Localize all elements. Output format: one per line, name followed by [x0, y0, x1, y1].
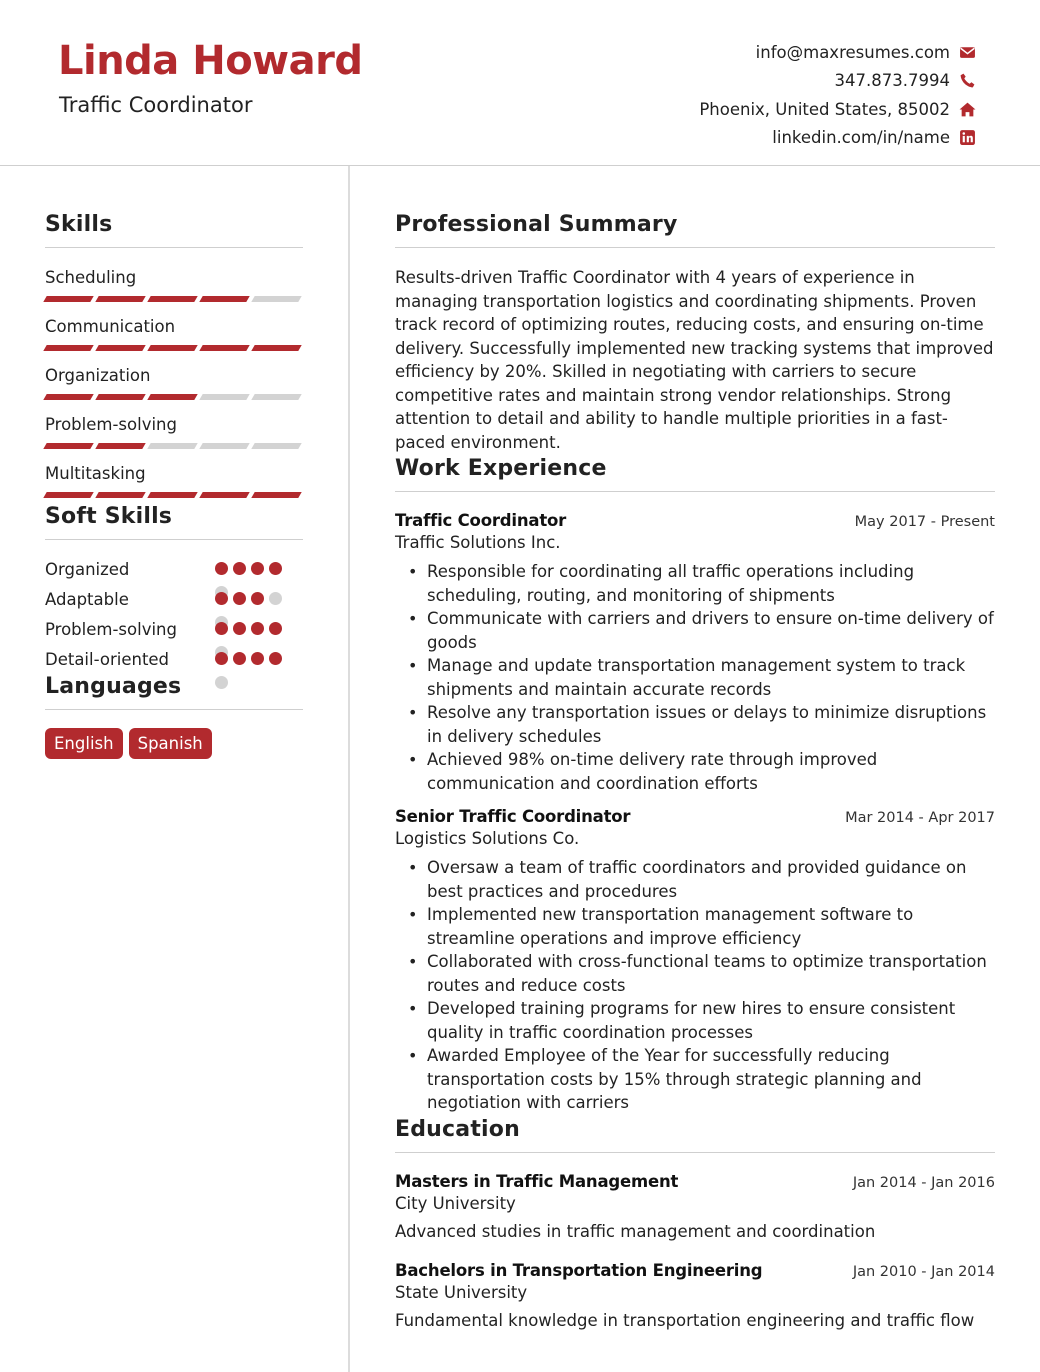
candidate-name: Linda Howard: [58, 38, 363, 84]
skills-title: Skills: [45, 212, 303, 248]
experience-title: Work Experience: [395, 456, 995, 492]
education-school: State University: [395, 1282, 528, 1302]
skill-level-segment: [251, 394, 301, 400]
skill-level-segment: [43, 345, 93, 351]
contact-phone-text[interactable]: 347.873.7994: [834, 71, 950, 91]
soft-skill-name: Organized: [45, 560, 130, 579]
soft-skills-list: [45, 558, 303, 674]
job-bullet: • Oversaw a team of traffic coordinators and provided guidance on best practices and procedures: [408, 856, 995, 903]
right-column: [395, 212, 995, 1330]
job-bullet: • Communicate with carriers and drivers to ensure on-time delivery of goods: [408, 607, 995, 654]
languages-title: Languages: [45, 674, 303, 710]
column-divider: [348, 166, 350, 1372]
skill-level-bar: [45, 492, 303, 498]
skill-level-segment: [43, 492, 93, 498]
skill-level-segment: [147, 492, 197, 498]
soft-skill-dot: [215, 652, 228, 665]
skill-item: [45, 413, 303, 449]
skill-level-bar: [45, 296, 303, 302]
skill-level-segment: [43, 296, 93, 302]
skill-level-segment: [147, 296, 197, 302]
skill-item: [45, 364, 303, 400]
skill-name: Communication: [45, 317, 176, 336]
summary-text: Results-driven Traffic Coordinator with 4 years of experience in managing transportation logistics and coordinating shipments. Proven track record of optimizing routes, reducing costs, and ensuring on-time delivery. Successfully implemented new tracking systems that improved efficiency by 20%. Skilled in negotiating with carriers to secure competitive rates and maintain strong vendor relationships. Strong attention to detail and ability to handle multiple priorities in a fast-paced environment.: [395, 268, 994, 452]
skill-level-segment: [147, 394, 197, 400]
job-bullets: [408, 560, 995, 795]
job-title: Traffic Coordinator: [395, 511, 567, 530]
skill-name: Organization: [45, 366, 151, 385]
soft-skill-dot: [251, 652, 264, 665]
skill-item: [45, 315, 303, 351]
job-dates: Mar 2014 - Apr 2017: [845, 810, 995, 826]
contact-linkedin-text[interactable]: linkedin.com/in/name: [772, 128, 950, 148]
education-dates: Jan 2014 - Jan 2016: [852, 1174, 995, 1191]
skill-level-segment: [43, 394, 93, 400]
job-company: Logistics Solutions Co.: [395, 829, 580, 848]
soft-skill-item: [45, 588, 303, 618]
education-description: Advanced studies in traffic management and coordination: [395, 1221, 876, 1241]
skill-item: [45, 266, 303, 302]
soft-skill-dot: [269, 562, 282, 575]
summary-title: Professional Summary: [395, 212, 995, 248]
languages-list: [45, 728, 303, 759]
education-degree: Masters in Traffic Management: [395, 1171, 679, 1191]
skill-level-segment: [251, 492, 301, 498]
skill-level-segment: [95, 394, 145, 400]
education-entry: [395, 1172, 995, 1241]
skill-name: Problem-solving: [45, 415, 177, 434]
contact-phone[interactable]: [699, 67, 976, 96]
soft-skill-dot: [215, 562, 228, 575]
job-bullet: • Collaborated with cross-functional teams to optimize transportation routes and reduce costs: [408, 950, 995, 997]
soft-skills-title: Soft Skills: [45, 504, 303, 540]
job-company: Traffic Solutions Inc.: [395, 533, 561, 552]
skill-level-segment: [251, 443, 301, 449]
job-bullet: • Implemented new transportation management software to streamline operations and improve efficiency: [408, 903, 995, 950]
skill-level-segment: [251, 296, 301, 302]
skill-level-segment: [95, 345, 145, 351]
skill-level-bar: [45, 394, 303, 400]
job-dates: May 2017 - Present: [854, 514, 995, 530]
skill-name: Multitasking: [45, 464, 146, 483]
job-bullet: • Manage and update transportation management system to track shipments and maintain accurate records: [408, 654, 995, 701]
home-icon: [959, 101, 976, 118]
skill-level-segment: [199, 296, 249, 302]
soft-skill-dot: [251, 622, 264, 635]
soft-skill-dot: [233, 652, 246, 665]
skills-list: [45, 266, 303, 498]
skill-name: Scheduling: [45, 268, 137, 287]
soft-skill-dot: [269, 592, 282, 605]
soft-skill-dot: [215, 592, 228, 605]
skill-level-segment: [43, 443, 93, 449]
skill-level-segment: [95, 443, 145, 449]
soft-skill-name: Detail-oriented: [45, 650, 170, 669]
envelope-icon: [959, 44, 976, 61]
education-dates: Jan 2010 - Jan 2014: [852, 1263, 995, 1280]
education-description: Fundamental knowledge in transportation engineering and traffic flow: [395, 1310, 975, 1330]
skill-level-segment: [95, 296, 145, 302]
soft-skill-dot: [251, 592, 264, 605]
left-column: [45, 212, 303, 759]
skill-level-segment: [147, 345, 197, 351]
soft-skill-dot: [233, 592, 246, 605]
resume-header: [0, 0, 1040, 166]
job-title: Senior Traffic Coordinator: [395, 807, 631, 826]
phone-icon: [959, 72, 976, 89]
job-entry: [395, 511, 995, 795]
language-badge: English: [45, 728, 123, 759]
skill-item: [45, 462, 303, 498]
skill-level-segment: [199, 492, 249, 498]
soft-skill-name: Problem-solving: [45, 620, 177, 639]
job-bullets: [408, 856, 995, 1115]
soft-skill-dot: [233, 622, 246, 635]
skill-level-bar: [45, 345, 303, 351]
contact-email-text[interactable]: info@maxresumes.com: [755, 42, 950, 62]
soft-skill-dot: [215, 622, 228, 635]
skill-level-segment: [199, 443, 249, 449]
education-school: City University: [395, 1193, 516, 1213]
soft-skill-item: [45, 618, 303, 648]
contact-email[interactable]: [699, 38, 976, 67]
contact-location-text: Phoenix, United States, 85002: [699, 99, 950, 119]
education-entry: [395, 1261, 995, 1330]
soft-skill-dot: [233, 562, 246, 575]
soft-skill-dot: [215, 676, 228, 689]
education-degree: Bachelors in Transportation Engineering: [395, 1260, 763, 1280]
skill-level-segment: [199, 394, 249, 400]
job-bullet: • Awarded Employee of the Year for successfully reducing transportation costs by 15% through strategic planning and negotiation with carriers: [408, 1044, 995, 1115]
job-entry: [395, 807, 995, 1115]
contact-location: [699, 95, 976, 124]
contact-linkedin[interactable]: [699, 124, 976, 153]
skill-level-segment: [251, 345, 301, 351]
soft-skill-item: [45, 558, 303, 588]
soft-skill-dot: [251, 562, 264, 575]
skill-level-bar: [45, 443, 303, 449]
soft-skill-name: Adaptable: [45, 590, 129, 609]
job-bullet: • Developed training programs for new hires to ensure consistent quality in traffic coordination processes: [408, 997, 995, 1044]
linkedin-icon: [959, 129, 976, 146]
education-title: Education: [395, 1117, 995, 1153]
soft-skill-dot: [269, 652, 282, 665]
soft-skill-rating: [215, 652, 295, 682]
job-bullet: • Responsible for coordinating all traffic operations including scheduling, routing, and monitoring of shipments: [408, 560, 995, 607]
candidate-role: Traffic Coordinator: [59, 93, 253, 117]
soft-skill-item: [45, 648, 303, 674]
language-badge: Spanish: [129, 728, 212, 759]
skill-level-segment: [199, 345, 249, 351]
skill-level-segment: [95, 492, 145, 498]
job-bullet: • Achieved 98% on-time delivery rate through improved communication and coordination efforts: [408, 748, 995, 795]
job-bullet: • Resolve any transportation issues or delays to minimize disruptions in delivery schedules: [408, 701, 995, 748]
contact-list: [699, 38, 976, 152]
soft-skill-dot: [269, 622, 282, 635]
skill-level-segment: [147, 443, 197, 449]
